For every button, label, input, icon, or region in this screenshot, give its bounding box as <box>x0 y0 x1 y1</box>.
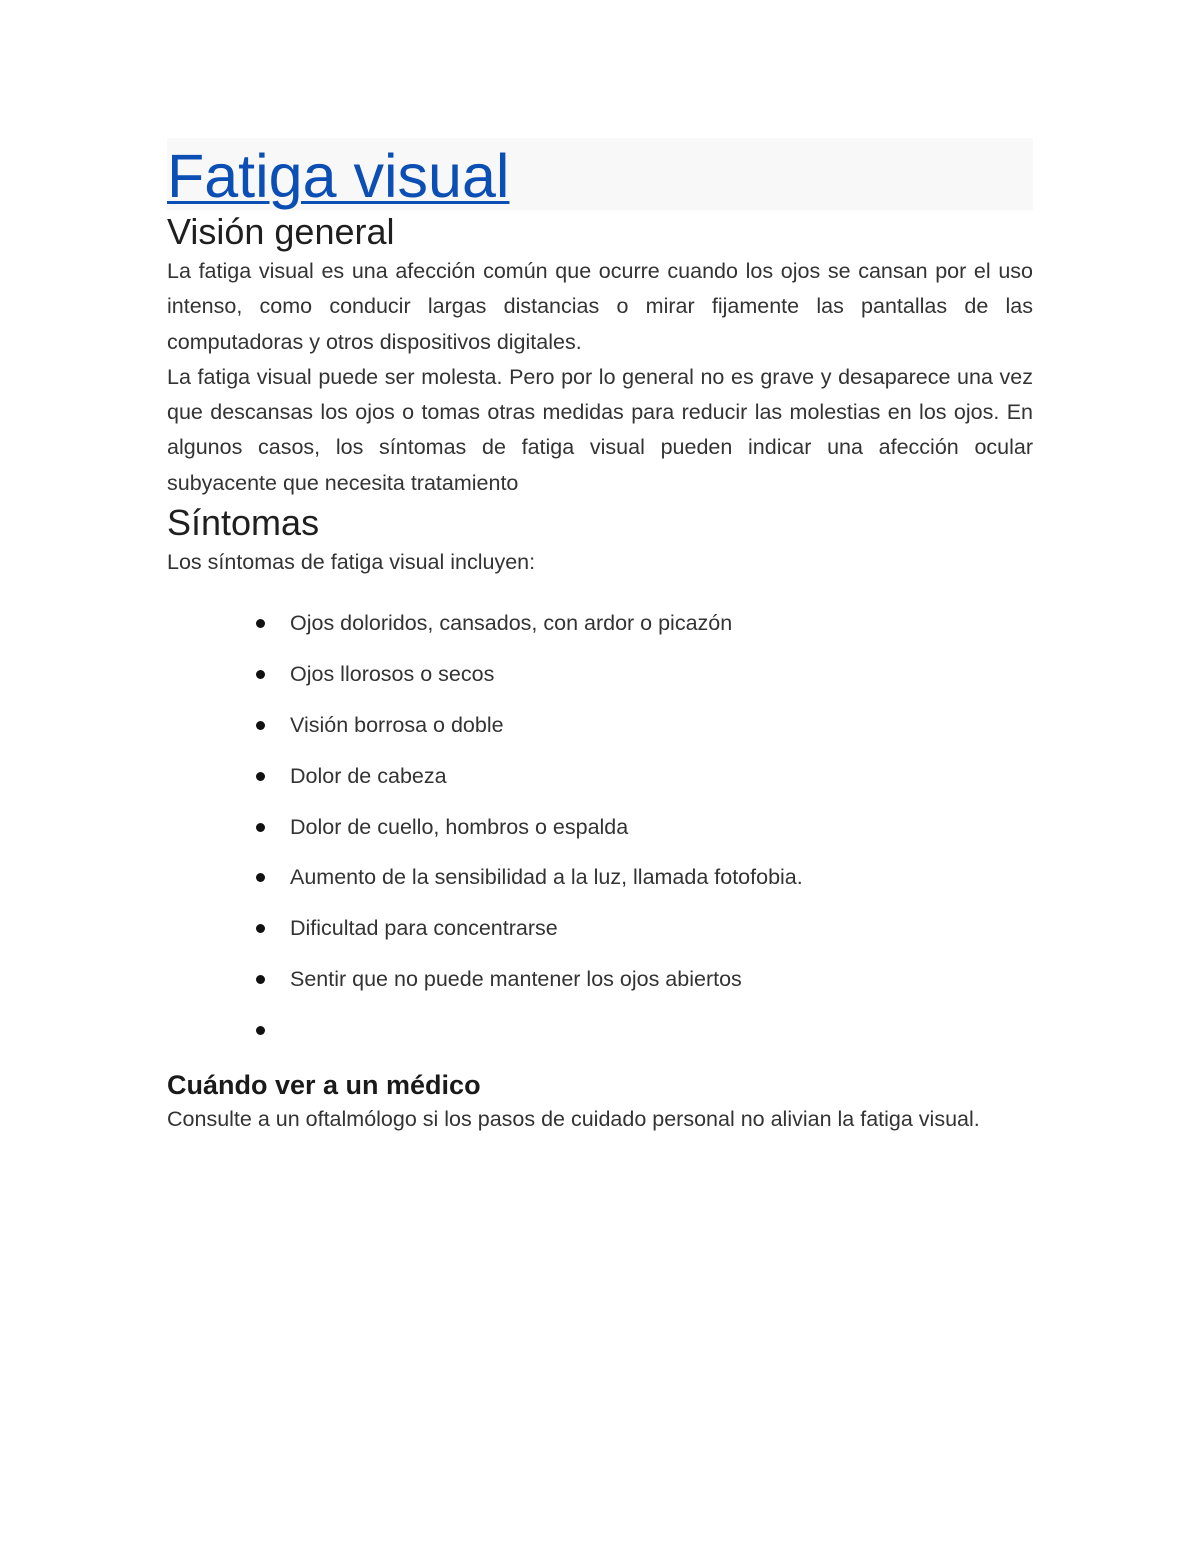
page-title-link[interactable]: Fatiga visual <box>167 142 510 210</box>
list-item-text: Ojos llorosos o secos <box>290 662 495 687</box>
overview-paragraph-1: La fatiga visual es una afección común que ocurre cuando los ojos se cansan por el uso intenso, como conducir largas distancias o mirar fijamente las pantallas de las computadoras y otros dispositivos digitales. <box>167 259 1033 354</box>
list-item-text: Dolor de cuello, hombros o espalda <box>290 814 629 839</box>
list-item <box>290 814 1033 840</box>
bullet-icon <box>256 619 265 628</box>
overview-heading: Visión general <box>167 211 395 252</box>
bullet-icon <box>256 772 265 781</box>
bullet-icon <box>256 823 265 832</box>
bullet-icon <box>256 670 265 679</box>
symptoms-intro: Los síntomas de fatiga visual incluyen: <box>167 550 536 575</box>
doctor-paragraph: Consulte a un oftalmólogo si los pasos de cuidado personal no alivian la fatiga visual. <box>167 1106 980 1131</box>
title-banner <box>167 138 1033 210</box>
list-item-text: Dificultad para concentrarse <box>290 916 558 941</box>
list-item <box>290 610 1033 636</box>
overview-paragraph-2: La fatiga visual puede ser molesta. Pero por lo general no es grave y desaparece una vez que descansas los ojos o tomas otras medidas para reducir las molestias en los ojos. En algunos casos, los síntomas de fatiga visual pueden indicar una afección ocular subyacente que necesita tratamiento <box>167 364 1033 495</box>
list-item-text: Ojos doloridos, cansados, con ardor o picazón <box>290 611 733 636</box>
list-item-text: Sentir que no puede mantener los ojos abiertos <box>290 966 742 991</box>
list-item-text: Aumento de la sensibilidad a la luz, llamada fotofobia. <box>290 865 803 890</box>
list-item-empty <box>290 1017 1033 1043</box>
symptoms-heading: Síntomas <box>167 502 320 544</box>
list-item-text: Visión borrosa o doble <box>290 712 504 737</box>
bullet-icon <box>256 924 265 933</box>
list-item <box>290 763 1033 789</box>
document-page <box>167 138 1033 1137</box>
list-item <box>290 915 1033 941</box>
list-item <box>290 864 1033 890</box>
list-item <box>290 966 1033 992</box>
doctor-heading: Cuándo ver a un médico <box>167 1069 481 1100</box>
list-item-text: Dolor de cabeza <box>290 763 447 788</box>
list-item <box>290 661 1033 687</box>
symptoms-list <box>167 610 1033 1042</box>
list-item <box>290 712 1033 738</box>
bullet-icon <box>256 1026 265 1035</box>
bullet-icon <box>256 873 265 882</box>
bullet-icon <box>256 975 265 984</box>
bullet-icon <box>256 721 265 730</box>
